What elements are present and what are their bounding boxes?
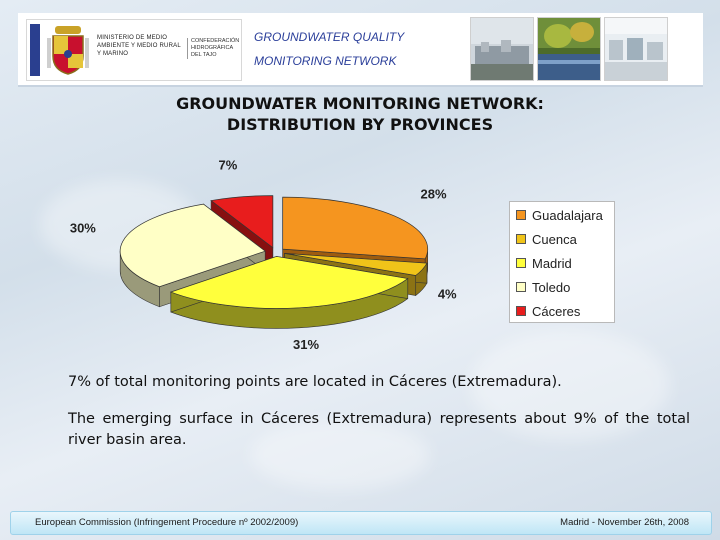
data-label-toledo: 30% — [69, 220, 96, 236]
pie-slice-guadalajara — [283, 197, 428, 259]
data-label-guadalajara: 28% — [420, 186, 447, 202]
footer-left-text: European Commission (Infringement Procedure nº 2002/2009) — [35, 517, 299, 528]
legend-swatch — [516, 258, 526, 268]
legend-label: Cuenca — [532, 231, 577, 247]
footer-bar — [10, 511, 712, 535]
legend-item-madrid — [516, 254, 572, 272]
legend-label: Toledo — [532, 279, 571, 295]
agency-name: CONFEDERACIÓN HIDROGRÁFICA DEL TAJO — [187, 38, 243, 59]
ministry-name: MINISTERIO DE MEDIO AMBIENTE Y MEDIO RURAL Y MARINO — [97, 35, 181, 57]
footer-right-text: Madrid - November 26th, 2008 — [560, 517, 689, 528]
legend-label: Madrid — [532, 255, 572, 271]
legend-swatch — [516, 282, 526, 292]
body-paragraph-1: 7% of total monitoring points are located in Cáceres (Extremadura). — [68, 374, 562, 390]
legend-label: Guadalajara — [532, 207, 603, 223]
legend-item-cuenca — [516, 230, 577, 248]
legend-item-cáceres — [516, 302, 580, 320]
header-title-line2: MONITORING NETWORK — [254, 54, 397, 68]
legend-item-guadalajara — [516, 206, 603, 224]
chart-legend — [509, 201, 615, 323]
legend-item-toledo — [516, 278, 570, 296]
slide-title-line1: GROUNDWATER MONITORING NETWORK: — [176, 94, 544, 113]
data-label-cuenca: 4% — [437, 286, 457, 302]
legend-swatch — [516, 210, 526, 220]
legend-label: Cáceres — [532, 303, 581, 319]
slide-title-line2: DISTRIBUTION BY PROVINCES — [226, 115, 494, 134]
data-label-cáceres: 7% — [218, 157, 238, 173]
header-title-line1: GROUNDWATER QUALITY — [254, 30, 405, 44]
legend-swatch — [516, 306, 526, 316]
data-label-madrid: 31% — [293, 337, 320, 353]
legend-swatch — [516, 234, 526, 244]
body-paragraph-2: The emerging surface in Cáceres (Extremadura) represents about 9% of the total river basin area. — [68, 411, 690, 448]
